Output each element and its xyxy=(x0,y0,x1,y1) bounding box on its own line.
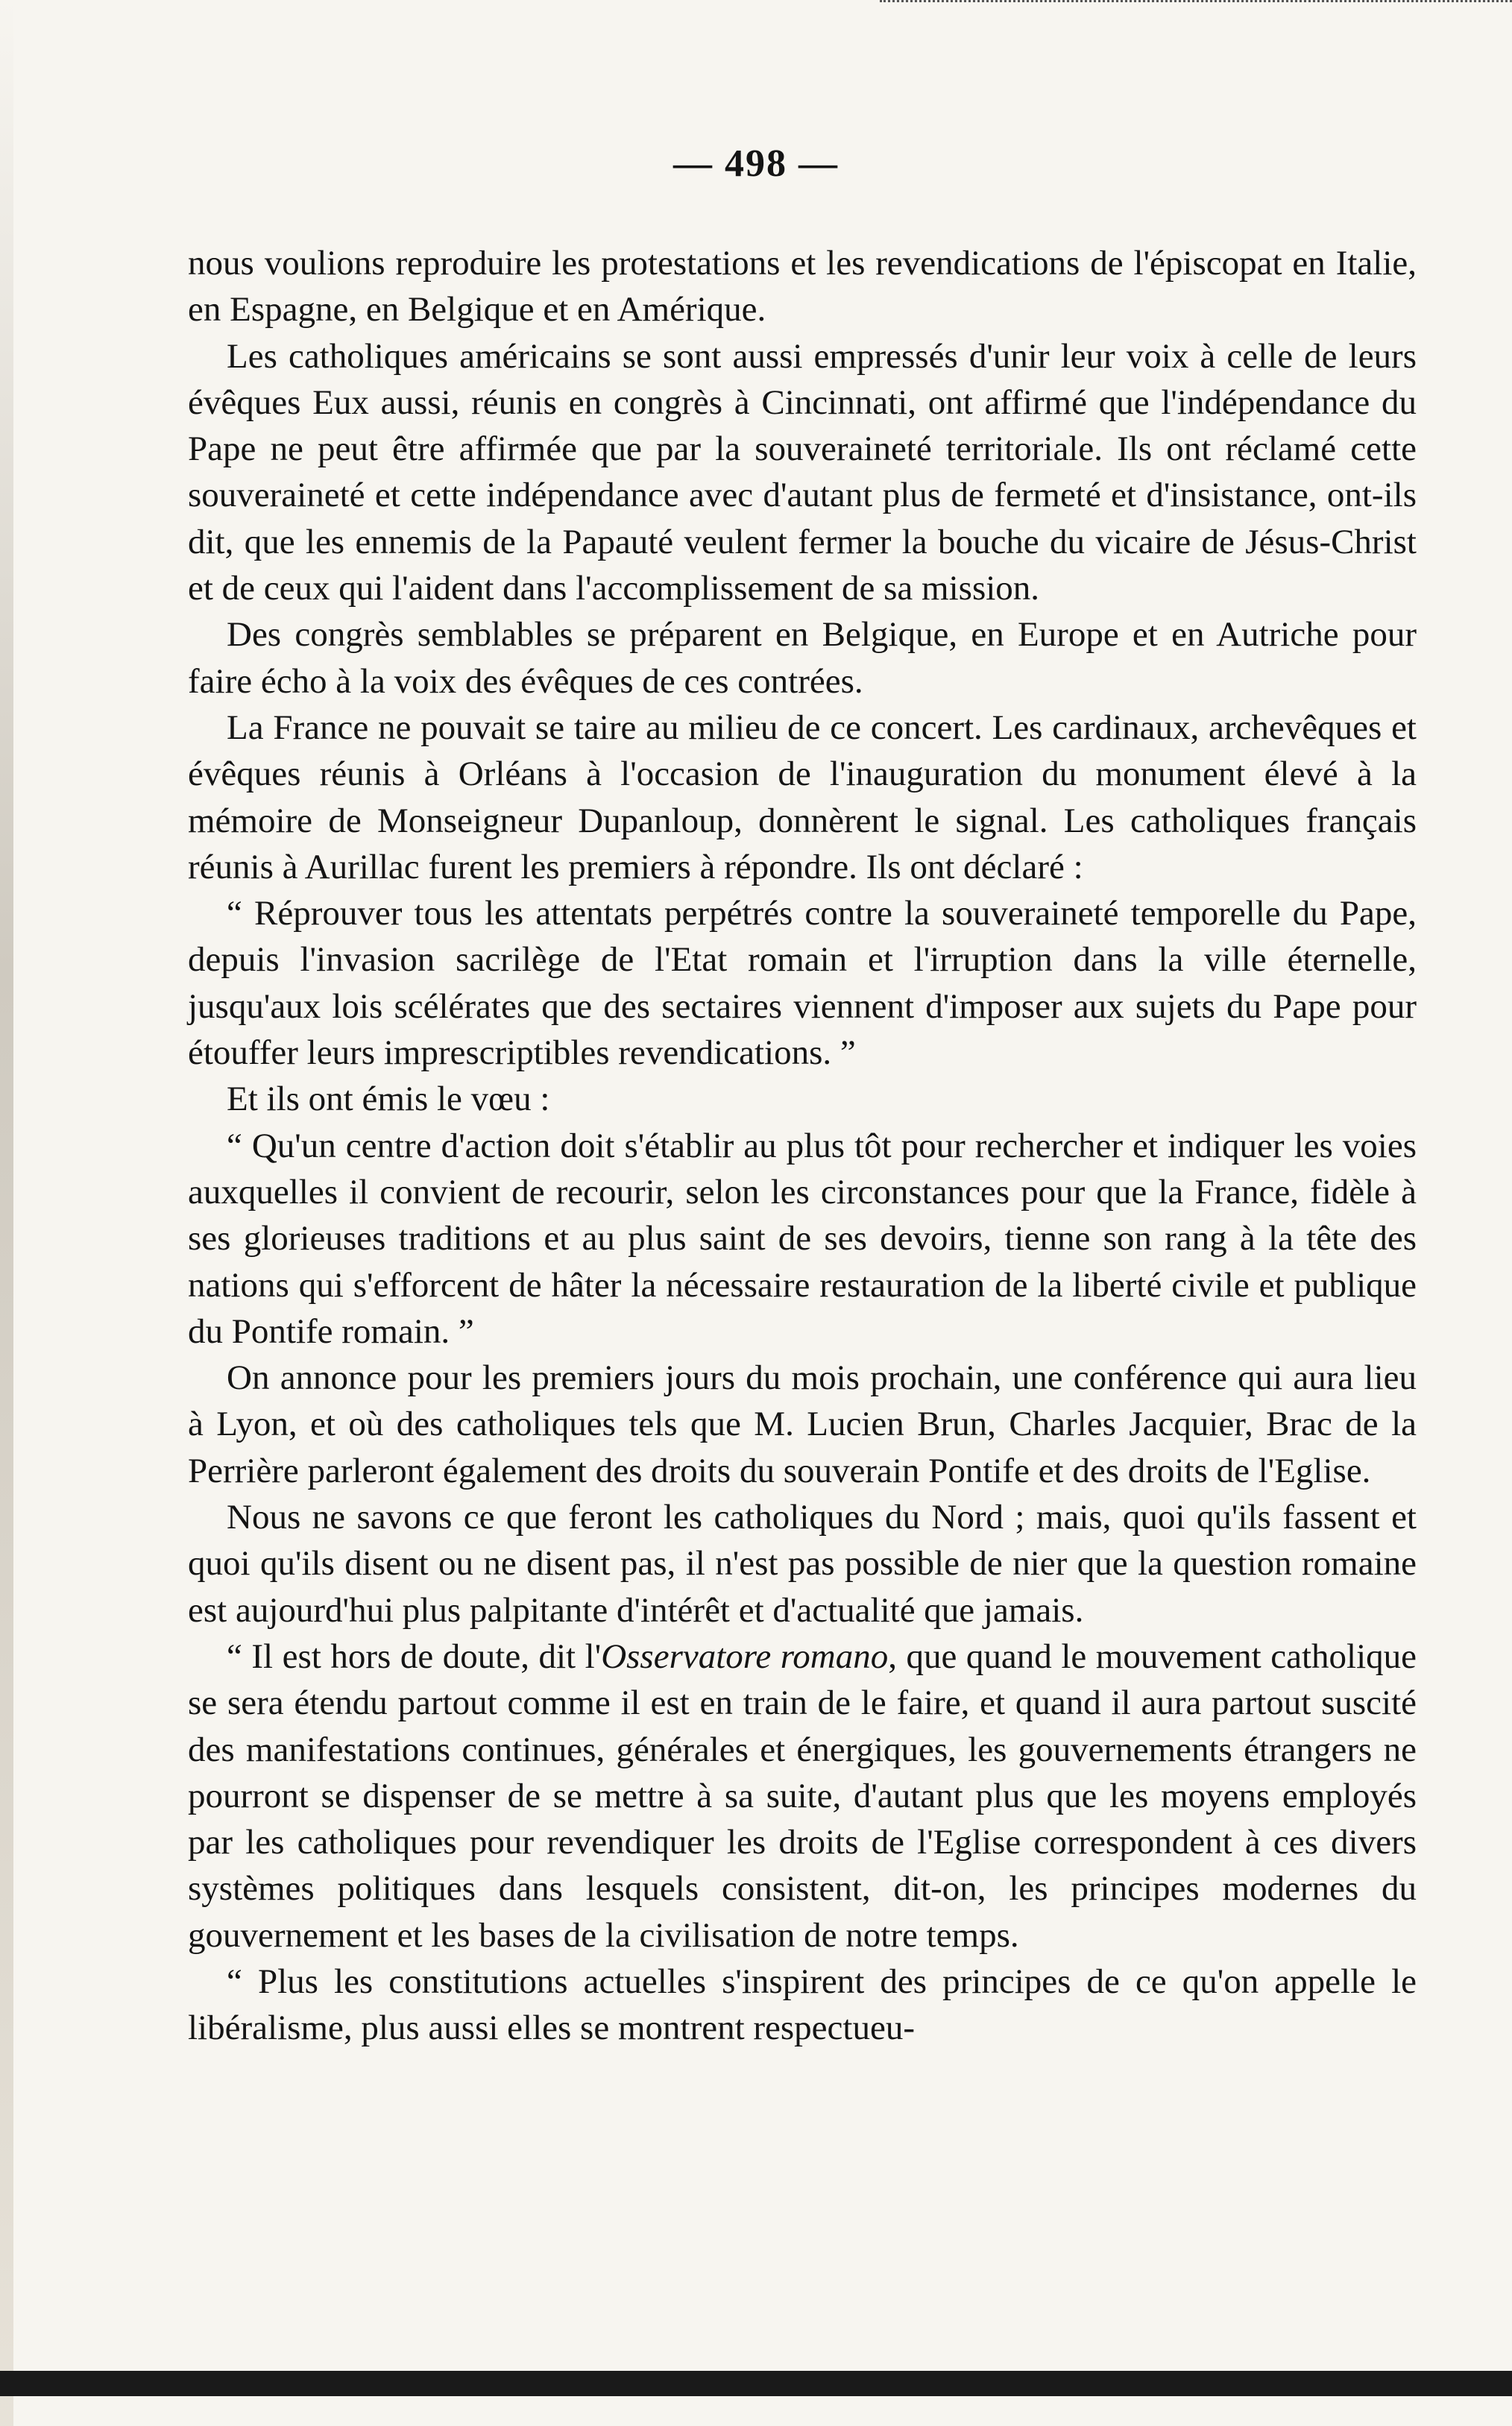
paragraph-4: La France ne pouvait se taire au milieu de ce concert. Les cardinaux, archevêques et évêques réunis à Orléans à l'occasion de l'inauguration du monument élevé à la mémoire de Monseigneur Dupanloup, donnèrent le signal. Les catholiques français réunis à Aurillac furent les premiers à répondre. Ils ont déclaré : xyxy=(188,708,1417,886)
paragraph-6: On annonce pour les premiers jours du mois prochain, une conférence qui aura lieu à Lyon, et où des catholiques tels que M. Lucien Brun, Charles Jacquier, Brac de la Perrière parleront également des droits du souverain Pontife et des droits de l'Eglise. xyxy=(188,1358,1417,1490)
scan-bottom-rule xyxy=(0,2371,1512,2396)
quote-osservatore-after: , que quand le mouvement catholique se sera étendu partout comme il est en train de le faire, et quand il aura partout suscité des manifestations continues, générales et énergiques, les gouvernements étrangers ne pourront se dispenser de se mettre à sa suite, d'autant plus que les moyens employés par les catholiques pour revendiquer les droits de l'Eglise correspondent à ces divers systèmes politiques dans lesquels consistent, dit-on, les principes modernes du gouvernement et les bases de la civilisation de notre temps. xyxy=(188,1636,1417,1955)
paragraph-7: Nous ne savons ce que feront les catholiques du Nord ; mais, quoi qu'ils fassent et quoi qu'ils disent ou ne disent pas, il n'est pas possible de nier que la question romaine est aujourd'hui plus palpitante d'intérêt et d'actualité que jamais. xyxy=(188,1498,1417,1630)
quote-voeu: “ Qu'un centre d'action doit s'établir au plus tôt pour rechercher et indiquer les voies auxquelles il convient de recourir, selon les circonstances pour que la France, fidèle à ses glorieuses traditions et au plus saint de ses devoirs, tienne son rang à la tête des nations qui s'efforcent de hâter la nécessaire restauration de la liberté civile et publique du Pontife romain. ” xyxy=(188,1126,1417,1351)
scan-top-marks xyxy=(880,0,1512,23)
quote-osservatore xyxy=(188,1633,1417,1959)
paragraph-3: Des congrès semblables se préparent en Belgique, en Europe et en Autriche pour faire écho à la voix des évêques de ces contrées. xyxy=(188,615,1417,701)
quote-constitutions: “ Plus les constitutions actuelles s'inspirent des principes de ce qu'on appelle le libéralisme, plus aussi elles se montrent respectueu- xyxy=(188,1962,1417,2048)
quote-declaration: “ Réprouver tous les attentats perpétrés contre la souveraineté temporelle du Pape, depuis l'invasion sacrilège de l'Etat romain et l'irruption dans la ville éternelle, jusqu'aux lois scélérates que des sectaires viennent d'imposer aux sujets du Pape pour étouffer leurs imprescriptibles revendications. ” xyxy=(188,894,1417,1073)
paragraph-2: Les catholiques américains se sont aussi empressés d'unir leur voix à celle de leurs évêques Eux aussi, réunis en congrès à Cincinnati, ont affirmé que l'indépendance du Pape ne peut être affirmée que par la souveraineté territoriale. Ils ont réclamé cette souveraineté et cette indépendance avec d'autant plus de fermeté et d'insistance, ont-ils dit, que les ennemis de la Papauté veulent fermer la bouche du vicaire de Jésus-Christ et de ceux qui l'aident dans l'accomplissement de sa mission. xyxy=(188,336,1417,608)
scan-margin-edge xyxy=(0,0,13,2426)
paragraph-5: Et ils ont émis le vœu : xyxy=(227,1080,550,1119)
body-text xyxy=(188,240,1417,2052)
paragraph-1: nous voulions reproduire les protestations et les revendications de l'épiscopat en Italie, en Espagne, en Belgique et en Amérique. xyxy=(188,244,1417,330)
quote-osservatore-before: “ Il est hors de doute, dit l' xyxy=(227,1636,602,1676)
page-number: — 498 — xyxy=(673,142,839,185)
newspaper-title: Osservatore romano xyxy=(601,1636,889,1676)
